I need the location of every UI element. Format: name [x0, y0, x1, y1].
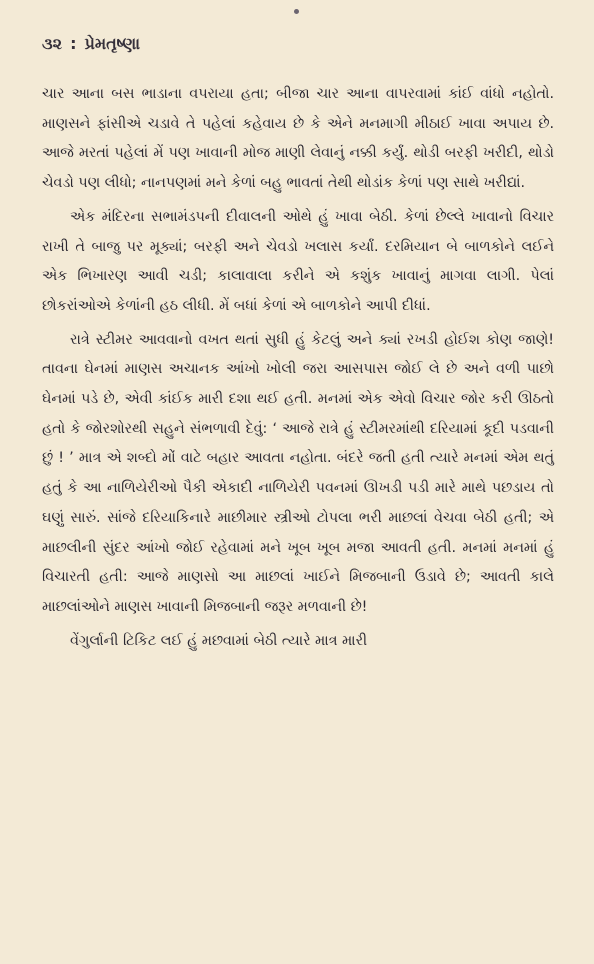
- page-mark-dot: [294, 9, 299, 14]
- paragraph-2: એક મંદિરના સભામંડપની દીવાલની ઓથે હું ખાવા બેઠી. કેળાં છેલ્લે ખાવાનો વિચાર રાખી તે બાજુ પર મૂક્યાં; બરફી અને ચેવડો ખલાસ કર્યાં. દરમિયાન બે બાળકોને લઈને એક ભિખારણ આવી ચડી; કાલાવાલા કરીને એ કશુંક ખાવાનું માગવા લાગી. પેલાં છોકરાંઓએ કેળાંની હઠ લીધી. મેં બધાં કેળાં એ બાળકોને આપી દીધાં.: [42, 208, 554, 314]
- header-separator: :: [70, 34, 77, 53]
- paragraph-1: ચાર આના બસ ભાડાના વપરાયા હતા; બીજા ચાર આના વાપરવામાં કાંઈ વાંધો નહોતો. માણસને ફાંસીએ ચડાવે તે પહેલાં કહેવાય છે કે એને મનમાગી મીઠાઈ ખાવા અપાય છે. આજે મરતાં પહેલાં મેં પણ ખાવાની મોજ માણી લેવાનું નક્કી કર્યું. થોડી બરફી ખરીદી, થોડો ચેવડો પણ લીધો; નાનપણમાં મને કેળાં બહુ ભાવતાં તેથી થોડાંક કેળાં પણ સાથે ખરીદ્યાં.: [42, 86, 554, 192]
- running-title: પ્રેમતૃષ્ણા: [84, 34, 141, 53]
- paragraph-3: રાત્રે સ્ટીમર આવવાનો વખત થતાં સુધી હું કેટલું અને ક્યાં રખડી હોઈશ કોણ જાણે! તાવના ઘેનમાં માણસ અચાનક આંખો ખોલી જરા આસપાસ જોઈ લે છે અને વળી પાછો ઘેનમાં પડે છે, એવી કાંઈક મારી દશા થઈ હતી. મનમાં એક એવો વિચાર જોર કરી ઊઠતો હતો કે જોરશોરથી સહુને સંભળાવી દેવું: ‘ આજે રાત્રે હું સ્ટીમરમાંથી દરિયામાં કૂદી પડવાની છું ! ’ માત્ર એ શબ્દો મોં વાટે બહાર આવતા નહોતા. બંદરે જતી હતી ત્યારે મનમાં એમ થતું હતું કે આ નાળિયેરીઓ પૈકી એકાદી નાળિયેરી પવનમાં ઊખડી પડી મારે માથે પછડાય તો ઘણું સારું. સાંજે દરિયાકિનારે માછીમાર સ્ત્રીઓ ટોપલા ભરી માછલાં વેચવા બેઠી હતી; એ માછલીની સુંદર આંખો જોઈ રહેવામાં મને ખૂબ ખૂબ મજા આવતી હતી. મનમાં મનમાં હું વિચારતી હતી: આજે માણસો આ માછલાં ખાઈને મિજબાની ઉડાવે છે; આવતી કાલે માછલાંઓને માણસ ખાવાની મિજબાની જરૂર મળવાની છે!: [42, 331, 554, 615]
- paragraph-4: વેંગુર્લાની ટિકિટ લઈ હું મછવામાં બેઠી ત્યારે માત્ર મારી: [70, 632, 368, 649]
- page-header: [42, 34, 554, 54]
- page-number: ૩૨: [42, 34, 63, 53]
